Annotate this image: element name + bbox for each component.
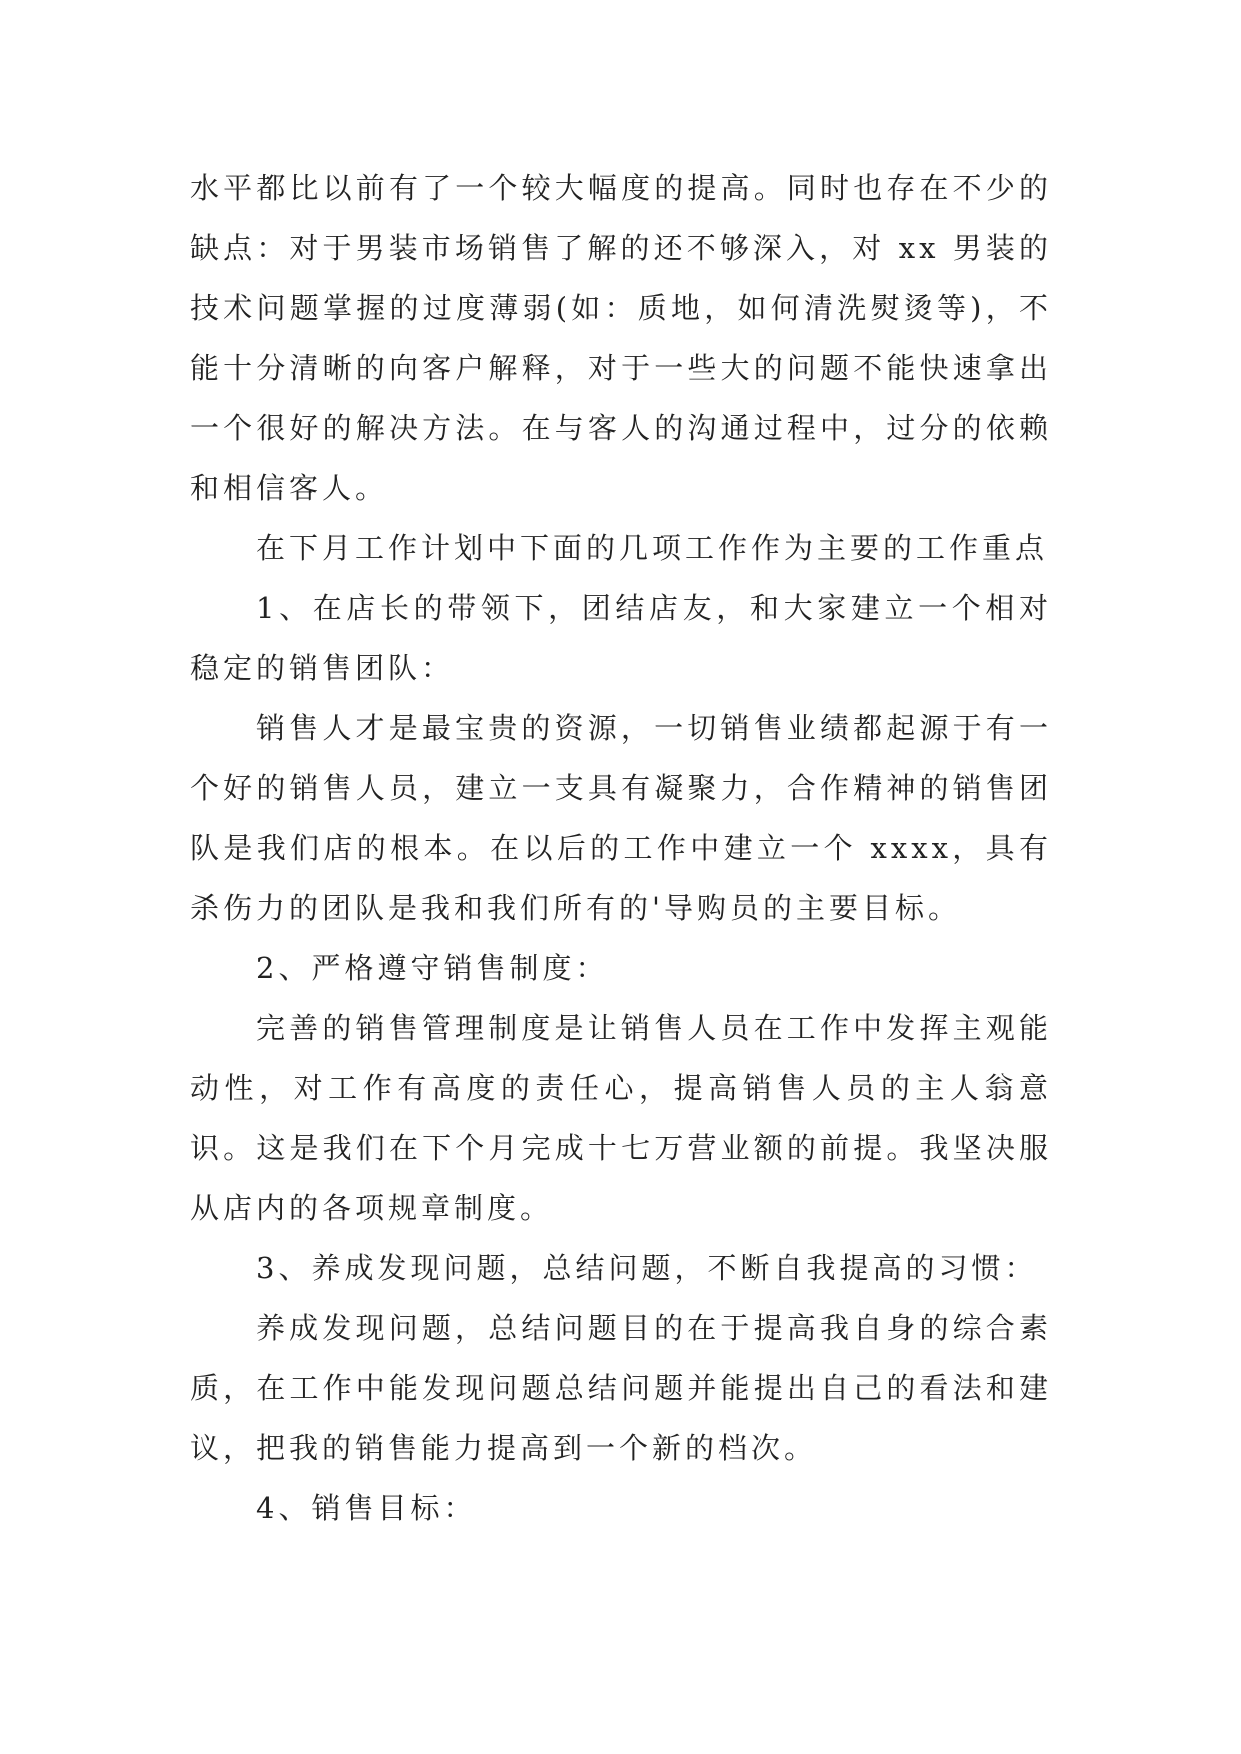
paragraph-plan-intro: 在下月工作计划中下面的几项工作作为主要的工作重点 xyxy=(256,531,1049,565)
paragraph-item-1-body: 销售人才是最宝贵的资源，一切销售业绩都起源于有一个好的销售人员，建立一支具有凝聚力，合作精神的销售团队是我们店的根本。在以后的工作中建立一个 xxxx，具有杀伤力的团队是我和我们所有的'导购员的主要目标。 xyxy=(190,711,1052,925)
heading-item-1: 1、在店长的带领下，团结店友，和大家建立一个相对稳定的销售团队： xyxy=(190,591,1052,685)
paragraph-item-3-body: 养成发现问题，总结问题目的在于提高我自身的综合素质，在工作中能发现问题总结问题并能提出自己的看法和建议，把我的销售能力提高到一个新的档次。 xyxy=(190,1311,1052,1465)
paragraph-shortcomings: 水平都比以前有了一个较大幅度的提高。同时也存在不少的缺点：对于男装市场销售了解的还不够深入，对 xx 男装的技术问题掌握的过度薄弱(如：质地，如何清洗熨烫等)，不能十分清晰的向客户解释，对于一些大的问题不能快速拿出一个很好的解决方法。在与客人的沟通过程中，过分的依赖和相信客人。 xyxy=(190,171,1052,505)
heading-item-3: 3、养成发现问题，总结问题，不断自我提高的习惯： xyxy=(256,1251,1038,1285)
document-body xyxy=(190,158,1052,1538)
paragraph-item-2-body: 完善的销售管理制度是让销售人员在工作中发挥主观能动性，对工作有高度的责任心，提高销售人员的主人翁意识。这是我们在下个月完成十七万营业额的前提。我坚决服从店内的各项规章制度。 xyxy=(190,1011,1052,1225)
heading-item-2: 2、严格遵守销售制度： xyxy=(256,951,609,985)
heading-item-4: 4、销售目标： xyxy=(256,1491,477,1525)
